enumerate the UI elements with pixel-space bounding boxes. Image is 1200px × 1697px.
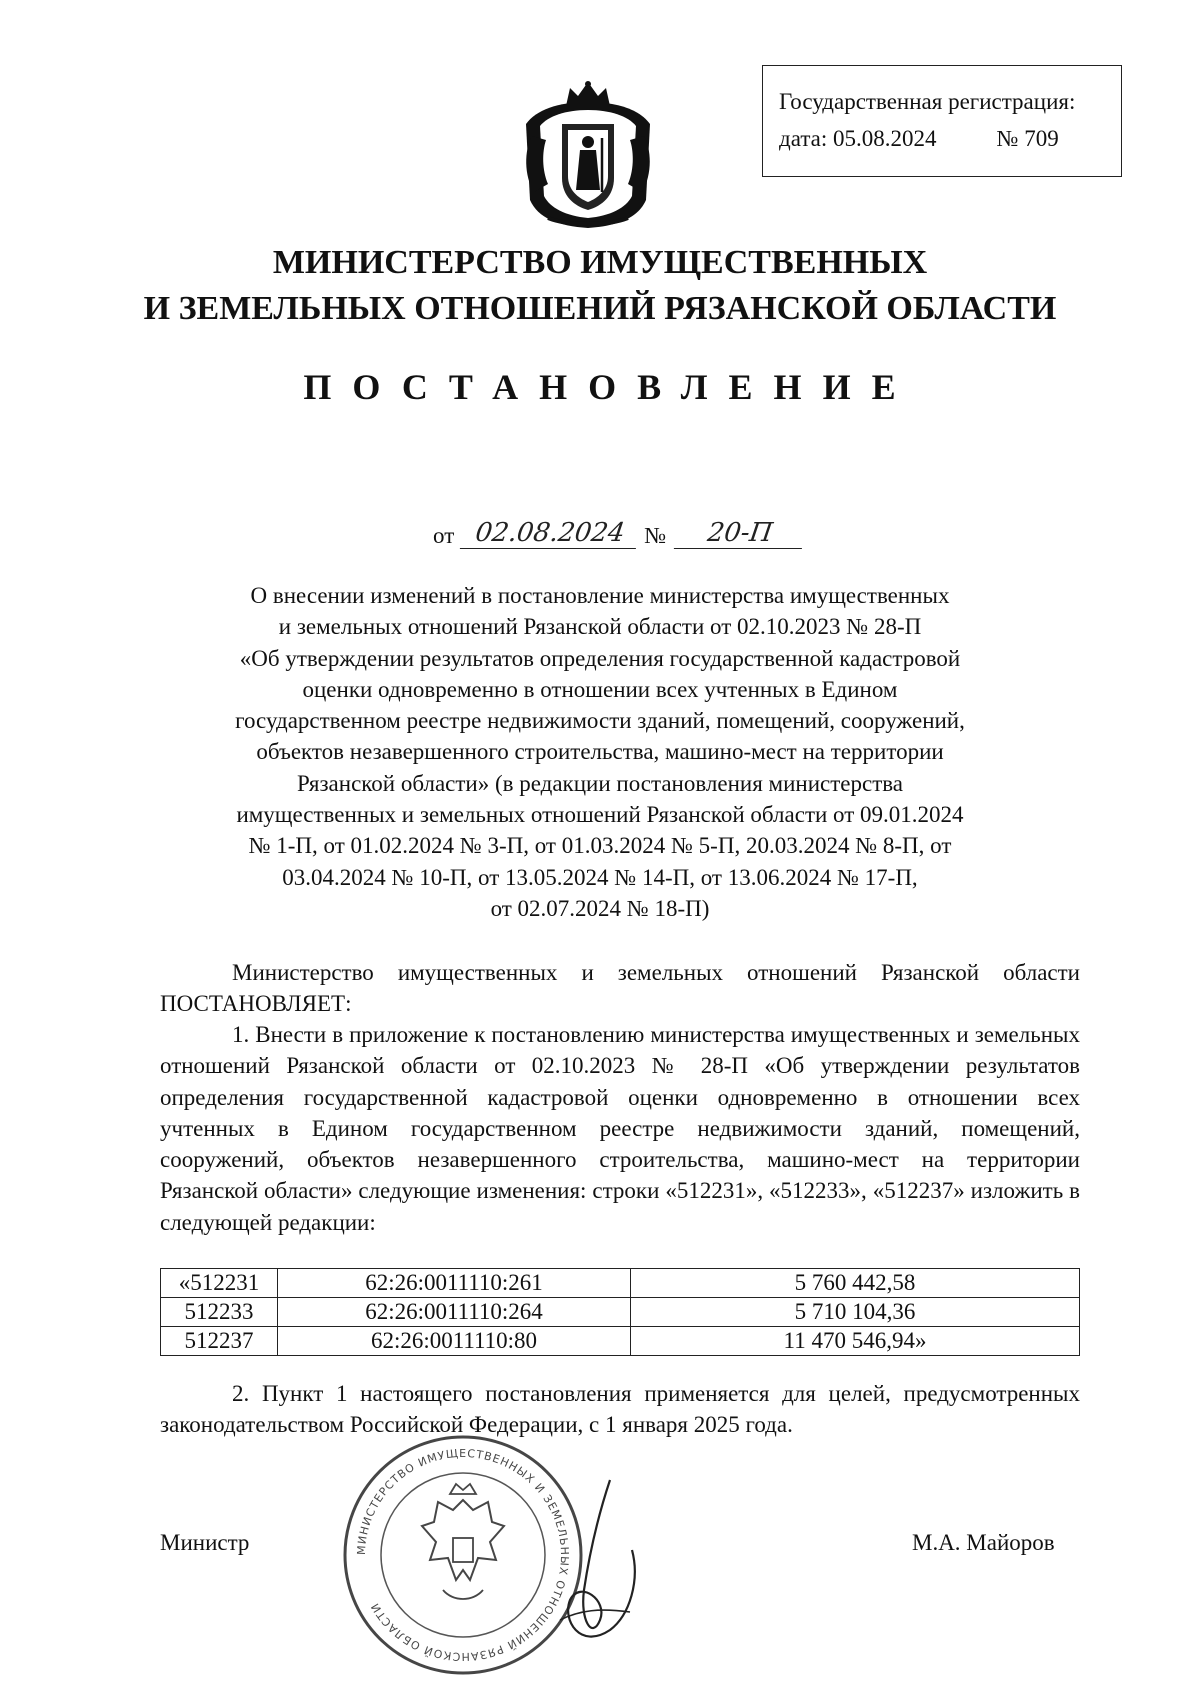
subject-line: имущественных и земельных отношений Рязанской области от 09.01.2024 — [236, 802, 964, 828]
registration-box — [762, 65, 1122, 177]
subject-line: от 02.07.2024 № 18-П) — [490, 895, 710, 921]
subject-line: О внесении изменений в постановление министерства имущественных — [250, 583, 950, 608]
number-label: № — [644, 523, 667, 548]
cadastral-value: 5 760 442,58 — [631, 1269, 1080, 1298]
from-label: от — [433, 523, 455, 548]
table-row — [161, 1269, 1080, 1298]
table-row — [161, 1298, 1080, 1327]
handwritten-date: 02.08.2024 — [460, 518, 640, 549]
row-id: «512231 — [161, 1269, 278, 1298]
item-1 — [160, 1019, 1080, 1238]
row-id: 512233 — [161, 1298, 278, 1327]
registration-date: дата: 05.08.2024 — [779, 125, 937, 151]
ministry-name-line-2: И ЗЕМЕЛЬНЫХ ОТНОШЕНИЙ РЯЗАНСКОЙ ОБЛАСТИ — [143, 290, 1057, 327]
registration-number: № 709 — [996, 125, 1059, 151]
subject-line: объектов незавершенного строительства, машино-мест на территории — [256, 739, 944, 765]
seal-text: МИНИСТЕРСТВО ИМУЩЕСТВЕННЫХ И ЗЕМЕЛЬНЫХ ОТНОШЕНИЙ РЯЗАНСКОЙ ОБЛАСТИ — [354, 1446, 572, 1664]
subject-line: «Об утверждении результатов определения государственной кадастровой — [239, 645, 961, 671]
signature-icon — [540, 1470, 670, 1670]
signer-position: Министр — [160, 1530, 250, 1555]
handwritten-number: 20-П — [674, 518, 806, 549]
cadastral-number: 62:26:0011110:261 — [278, 1269, 631, 1298]
subject-line: № 1-П, от 01.02.2024 № 3-П, от 01.03.2024 № 5-П, 20.03.2024 № 8-П, от — [248, 833, 952, 859]
cadastral-value: 11 470 546,94» — [631, 1327, 1080, 1356]
subject-line: Рязанской области» (в редакции постановления министерства — [296, 770, 904, 796]
subject-line: оценки одновременно в отношении всех учтенных в Едином — [302, 676, 898, 702]
row-id: 512237 — [161, 1327, 278, 1356]
ministry-name-line-1: МИНИСТЕРСТВО ИМУЩЕСТВЕННЫХ — [272, 244, 928, 281]
svg-text:МИНИСТЕРСТВО ИМУЩЕСТВЕННЫХ И З — [355, 1447, 571, 1663]
preamble — [160, 957, 1080, 1020]
document-type: ПОСТАНОВЛЕНИЕ — [303, 367, 917, 407]
changes-table — [160, 1268, 1080, 1356]
registration-title: Государственная регистрация: — [779, 89, 1076, 114]
item-1-text: 1. Внести в приложение к постановлению министерства имущественных и земельных отношений Рязанской области от 02.10.2023 № 28-П «Об утверждении результатов определения государственной кадастровой оценки одновременно в отношении всех учтенных в Едином государственном реестре недвижимости зданий, помещений, сооружений, объектов незавершенного строительства, машино-мест на территории Рязанской области» следующие изменения: строки «512231», «512233», «512237» изложить в следующей редакции: — [160, 1022, 1080, 1235]
cadastral-value: 5 710 104,36 — [631, 1298, 1080, 1327]
signer-name: М.А. Майоров — [912, 1530, 1055, 1555]
table-row — [161, 1327, 1080, 1356]
coat-of-arms-icon — [518, 80, 658, 230]
cadastral-number: 62:26:0011110:80 — [278, 1327, 631, 1356]
subject-line: и земельных отношений Рязанской области от 02.10.2023 № 28-П — [278, 614, 922, 640]
document-subject — [150, 580, 1050, 924]
subject-line: 03.04.2024 № 10-П, от 13.05.2024 № 14-П, от 13.06.2024 № 17-П, — [282, 864, 918, 890]
cadastral-number: 62:26:0011110:264 — [278, 1298, 631, 1327]
item-2 — [160, 1378, 1080, 1441]
item-2-text: 2. Пункт 1 настоящего постановления применяется для целей, предусмотренных законодательством Российской Федерации, с 1 января 2025 года. — [160, 1381, 1080, 1438]
subject-line: государственном реестре недвижимости зданий, помещений, сооружений, — [235, 708, 965, 734]
ministry-name — [0, 240, 1200, 332]
preamble-text: Министерство имущественных и земельных отношений Рязанской области ПОСТАНОВЛЯЕТ: — [160, 960, 1080, 1017]
date-number-line — [433, 518, 804, 549]
